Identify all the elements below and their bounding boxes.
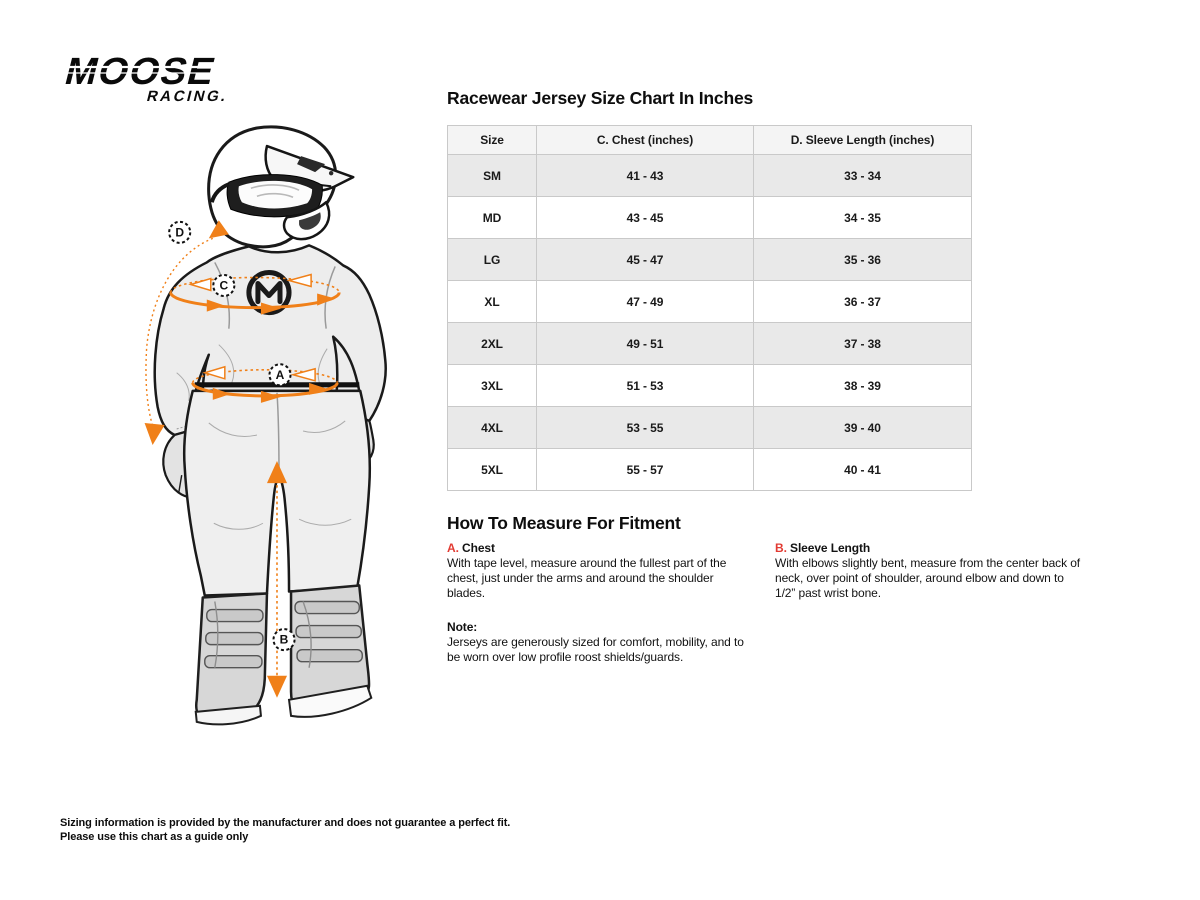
chest-cell: 41 - 43 <box>537 155 754 197</box>
column-header-size: Size <box>448 126 537 155</box>
figure-label-a <box>269 364 290 385</box>
measure-chest-block <box>447 541 753 601</box>
chest-cell: 55 - 57 <box>537 449 754 491</box>
page-title: Racewear Jersey Size Chart In Inches <box>447 88 754 108</box>
measure-chest-text: With tape level, measure around the fullest part of the chest, just under the arms and around the shoulder blades. <box>447 556 727 600</box>
table-row-sm <box>448 155 972 197</box>
logo-secondary-text: RACING. <box>145 88 230 105</box>
measure-chest-name: Chest <box>462 541 495 555</box>
svg-text:A: A <box>275 367 285 382</box>
column-header-sleeve: D. Sleeve Length (inches) <box>754 126 972 155</box>
inseam-down-arrow <box>267 676 287 698</box>
chest-cell: 49 - 51 <box>537 323 754 365</box>
size-cell: 5XL <box>448 449 537 491</box>
figure-label-d <box>169 222 190 243</box>
table-row-3xl <box>448 365 972 407</box>
table-row-5xl <box>448 449 972 491</box>
size-cell: XL <box>448 281 537 323</box>
helmet-illustration <box>209 127 354 247</box>
sleeve-cell: 33 - 34 <box>754 155 972 197</box>
column-header-chest: C. Chest (inches) <box>537 126 754 155</box>
measure-sleeve-letter: B. <box>775 541 787 555</box>
sleeve-cell: 36 - 37 <box>754 281 972 323</box>
footer-line-2: Please use this chart as a guide only <box>60 830 249 843</box>
sleeve-measure-end-arrow <box>145 423 165 445</box>
chest-cell: 47 - 49 <box>537 281 754 323</box>
measure-chest-letter: A. <box>447 541 459 555</box>
note-block <box>447 620 753 665</box>
note-label: Note: <box>447 620 478 634</box>
sleeve-cell: 40 - 41 <box>754 449 972 491</box>
size-cell: LG <box>448 239 537 281</box>
measure-sleeve-name: Sleeve Length <box>790 541 871 555</box>
size-cell: 4XL <box>448 407 537 449</box>
table-row-2xl <box>448 323 972 365</box>
figure-label-c <box>213 275 234 296</box>
measure-sleeve-block <box>775 541 1081 601</box>
table-row-lg <box>448 239 972 281</box>
size-cell: SM <box>448 155 537 197</box>
logo-primary-text: MOOSE <box>60 50 221 93</box>
svg-text:D: D <box>175 225 185 240</box>
rider-illustration <box>118 122 440 764</box>
sleeve-cell: 38 - 39 <box>754 365 972 407</box>
measure-chest-title <box>447 541 753 556</box>
boots-illustration <box>196 585 372 724</box>
chest-cell: 45 - 47 <box>537 239 754 281</box>
note-text: Jerseys are generously sized for comfort, mobility, and to be worn over low profile roost shields/guards. <box>447 635 744 664</box>
table-row-4xl <box>448 407 972 449</box>
footer-disclaimer <box>60 817 510 844</box>
measure-sleeve-title <box>775 541 1081 556</box>
table-row-xl <box>448 281 972 323</box>
measure-sleeve-text: With elbows slightly bent, measure from the center back of neck, over point of shoulder, around elbow and down to 1/2” past wrist bone. <box>775 556 1081 600</box>
moose-racing-logo <box>58 48 253 106</box>
size-cell: 3XL <box>448 365 537 407</box>
sleeve-cell: 34 - 35 <box>754 197 972 239</box>
sleeve-cell: 35 - 36 <box>754 239 972 281</box>
measure-section-heading: How To Measure For Fitment <box>447 513 681 533</box>
size-cell: MD <box>448 197 537 239</box>
sleeve-cell: 39 - 40 <box>754 407 972 449</box>
sleeve-cell: 37 - 38 <box>754 323 972 365</box>
footer-line-1: Sizing information is provided by the manufacturer and does not guarantee a perfect fit. <box>60 817 511 829</box>
figure-label-b <box>273 629 294 650</box>
chest-cell: 51 - 53 <box>537 365 754 407</box>
size-cell: 2XL <box>448 323 537 365</box>
table-header-row <box>448 126 972 155</box>
chest-cell: 43 - 45 <box>537 197 754 239</box>
svg-text:C: C <box>219 278 229 293</box>
size-chart-table <box>447 125 972 491</box>
table-row-md <box>448 197 972 239</box>
chest-cell: 53 - 55 <box>537 407 754 449</box>
svg-text:B: B <box>279 632 289 647</box>
